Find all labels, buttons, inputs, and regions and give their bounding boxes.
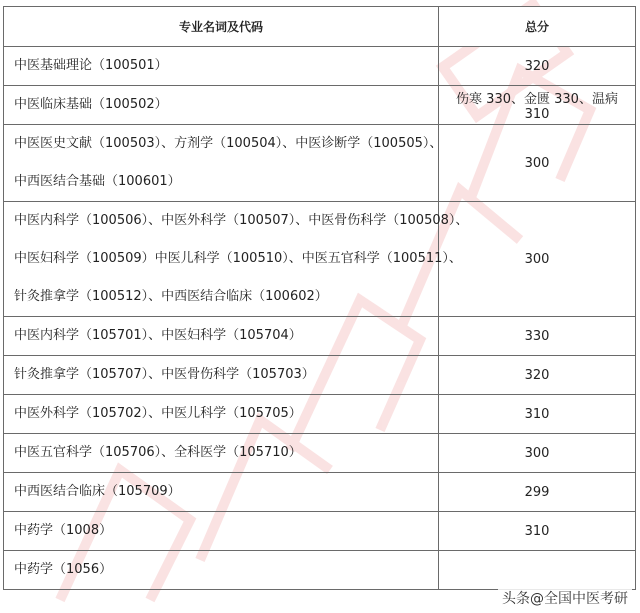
- major-line: 中医外科学（105702）、中医儿科学（105705）: [14, 406, 302, 421]
- header-score: 总分: [439, 7, 636, 47]
- score-table: [3, 6, 636, 590]
- score-cell: 300: [439, 125, 636, 202]
- major-cell: [4, 356, 439, 395]
- major-cell: [4, 317, 439, 356]
- table-row: [4, 356, 636, 395]
- score-cell: 310: [439, 395, 636, 434]
- score-cell: 伤寒 330、金匮 330、温病 310: [439, 86, 636, 125]
- score-cell: 299: [439, 473, 636, 512]
- major-line: 针灸推拿学（105707）、中医骨伤科学（105703）: [14, 367, 315, 382]
- score-cell: [439, 551, 636, 590]
- table-row: [4, 86, 636, 125]
- table-row: [4, 202, 636, 317]
- major-line: 中医基础理论（100501）: [14, 58, 168, 73]
- table-body: [4, 47, 636, 590]
- table-row: [4, 47, 636, 86]
- major-cell: [4, 551, 439, 590]
- score-cell: 310: [439, 512, 636, 551]
- table-row: [4, 551, 636, 590]
- score-cell: 330: [439, 317, 636, 356]
- major-line: 中医内科学（105701）、中医妇科学（105704）: [14, 328, 302, 343]
- major-line: 中西医结合临床（105709）: [14, 484, 181, 499]
- score-cell: 300: [439, 202, 636, 317]
- score-cell: 320: [439, 356, 636, 395]
- table-row: [4, 125, 636, 202]
- major-cell: [4, 395, 439, 434]
- major-line: 中西医结合基础（100601）: [14, 174, 181, 189]
- major-cell: [4, 473, 439, 512]
- table-row: [4, 512, 636, 551]
- table-row: [4, 473, 636, 512]
- major-line: 中药学（1008）: [14, 523, 113, 538]
- major-cell: [4, 434, 439, 473]
- major-line: 中医五官科学（105706）、全科医学（105710）: [14, 445, 302, 460]
- score-cell: 300: [439, 434, 636, 473]
- major-line: 中药学（1056）: [14, 562, 113, 577]
- major-line: 中医妇科学（100509）中医儿科学（100510）、中医五官科学（100511）、: [14, 251, 462, 266]
- major-cell: [4, 512, 439, 551]
- table-row: [4, 395, 636, 434]
- header-major: 专业名词及代码: [4, 7, 439, 47]
- header-row: [4, 7, 636, 47]
- major-cell: [4, 86, 439, 125]
- major-cell: [4, 125, 443, 202]
- major-line: 针灸推拿学（100512）、中西医结合临床（100602）: [14, 289, 328, 304]
- major-cell: [4, 47, 439, 86]
- major-line: 中医医史文献（100503）、方剂学（100504）、中医诊断学（100505）、: [14, 136, 443, 151]
- table-row: [4, 434, 636, 473]
- major-line: 中医临床基础（100502）: [14, 97, 168, 112]
- table-row: [4, 317, 636, 356]
- major-cell: [4, 202, 469, 317]
- major-line: 中医内科学（100506）、中医外科学（100507）、中医骨伤科学（100508）、: [14, 213, 469, 228]
- credit-watermark: 头条@全国中医考研: [498, 587, 632, 609]
- score-cell: 320: [439, 47, 636, 86]
